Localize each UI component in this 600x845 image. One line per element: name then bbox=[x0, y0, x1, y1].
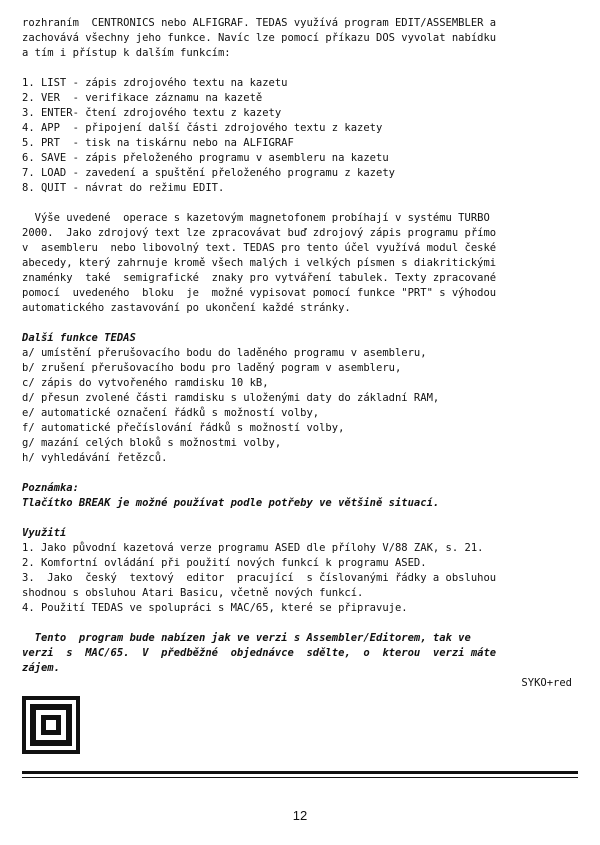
list-item: 4. APP - připojení další části zdrojového textu z kazety bbox=[22, 122, 383, 134]
concentric-squares-logo-icon bbox=[22, 696, 80, 754]
list-item: 3. Jako český textový editor pracující s číslovanými řádky a obsluhou bbox=[22, 572, 497, 584]
list-item: 5. PRT - tisk na tiskárnu nebo na ALFIGRAF bbox=[22, 137, 294, 149]
list-item: d/ přesun zvolené části ramdisku s uloženými daty do základní RAM, bbox=[22, 392, 440, 404]
section-heading-note: Poznámka: bbox=[22, 482, 79, 494]
text-line: Tento program bude nabízen jak ve verzi s Assembler/Editorem, tak ve bbox=[22, 632, 471, 644]
text-line: verzi s MAC/65. V předběžné objednávce sdělte, o kterou verzi máte bbox=[22, 647, 497, 659]
list-item: 6. SAVE - zápis přeloženého programu v asembleru na kazetu bbox=[22, 152, 389, 164]
list-item: 1. LIST - zápis zdrojového textu na kazetu bbox=[22, 77, 288, 89]
intro-paragraph bbox=[22, 16, 578, 61]
list-item: 7. LOAD - zavedení a spuštění přeloženého programu z kazety bbox=[22, 167, 395, 179]
text-line: zájem. bbox=[22, 662, 60, 674]
list-item: c/ zápis do vytvořeného ramdisku 10 kB, bbox=[22, 377, 269, 389]
list-item: e/ automatické označení řádků s možností volby, bbox=[22, 407, 320, 419]
list-item: 8. QUIT - návrat do režimu EDIT. bbox=[22, 182, 225, 194]
command-list bbox=[22, 76, 578, 196]
list-item: 2. Komfortní ovládání při použití nových funkcí k programu ASED. bbox=[22, 557, 427, 569]
text-line: abecedy, který zahrnuje kromě všech malých i velkých písmen s diakritickými bbox=[22, 257, 497, 269]
page-number: 12 bbox=[292, 808, 308, 823]
text-line: a tím i přístup k dalším funkcím: bbox=[22, 47, 231, 59]
text-line: v asembleru nebo libovolný text. TEDAS pro tento účel využívá modul české bbox=[22, 242, 497, 254]
text-line: automatického zastavování po ukončení každé stránky. bbox=[22, 302, 351, 314]
footer-rule bbox=[22, 771, 578, 774]
usage-list bbox=[22, 541, 578, 616]
list-item: 2. VER - verifikace záznamu na kazetě bbox=[22, 92, 263, 104]
list-item: h/ vyhledávání řetězců. bbox=[22, 452, 168, 464]
footer-rule-thin bbox=[22, 777, 578, 778]
body-paragraph bbox=[22, 211, 578, 316]
section-heading-functions: Další funkce TEDAS bbox=[22, 332, 136, 344]
text-line: pomocí uvedeného bloku je možné vypisovat pomocí funkce "PRT" s výhodou bbox=[22, 287, 497, 299]
section-heading-usage: Využití bbox=[22, 527, 67, 539]
list-item: b/ zrušení přerušovacího bodu pro laděný pogram v asembleru, bbox=[22, 362, 402, 374]
text-line: znaménky také semigrafické znaky pro vytváření tabulek. Texty zpracované bbox=[22, 272, 497, 284]
list-item: shodnou s obsluhou Atari Basicu, včetně nových funkcí. bbox=[22, 587, 364, 599]
text-line: zachovává všechny jeho funkce. Navíc lze pomocí příkazu DOS vyvolat nabídku bbox=[22, 32, 497, 44]
list-item: 3. ENTER- čtení zdrojového textu z kazety bbox=[22, 107, 282, 119]
functions-list bbox=[22, 346, 578, 466]
text-line: Výše uvedené operace s kazetovým magnetofonem probíhají v systému TURBO bbox=[22, 212, 490, 224]
list-item: f/ automatické přečíslování řádků s možností volby, bbox=[22, 422, 345, 434]
list-item: a/ umístění přerušovacího bodu do laděného programu v asembleru, bbox=[22, 347, 427, 359]
list-item: 4. Použití TEDAS ve spolupráci s MAC/65, které se připravuje. bbox=[22, 602, 408, 614]
closing-paragraph bbox=[22, 631, 578, 676]
note-text: Tlačítko BREAK je možné používat podle potřeby ve většině situací. bbox=[22, 497, 440, 509]
list-item: g/ mazání celých bloků s možnostmi volby, bbox=[22, 437, 282, 449]
text-line: 2000. Jako zdrojový text lze zpracovávat buď zdrojový zápis programu přímo bbox=[22, 227, 497, 239]
list-item: 1. Jako původní kazetová verze programu ASED dle přílohy V/88 ZAK, s. 21. bbox=[22, 542, 484, 554]
text-line: rozhraním CENTRONICS nebo ALFIGRAF. TEDAS využívá program EDIT/ASSEMBLER a bbox=[22, 17, 497, 29]
signature: SYKO+red bbox=[521, 677, 572, 689]
document-page bbox=[22, 16, 578, 691]
